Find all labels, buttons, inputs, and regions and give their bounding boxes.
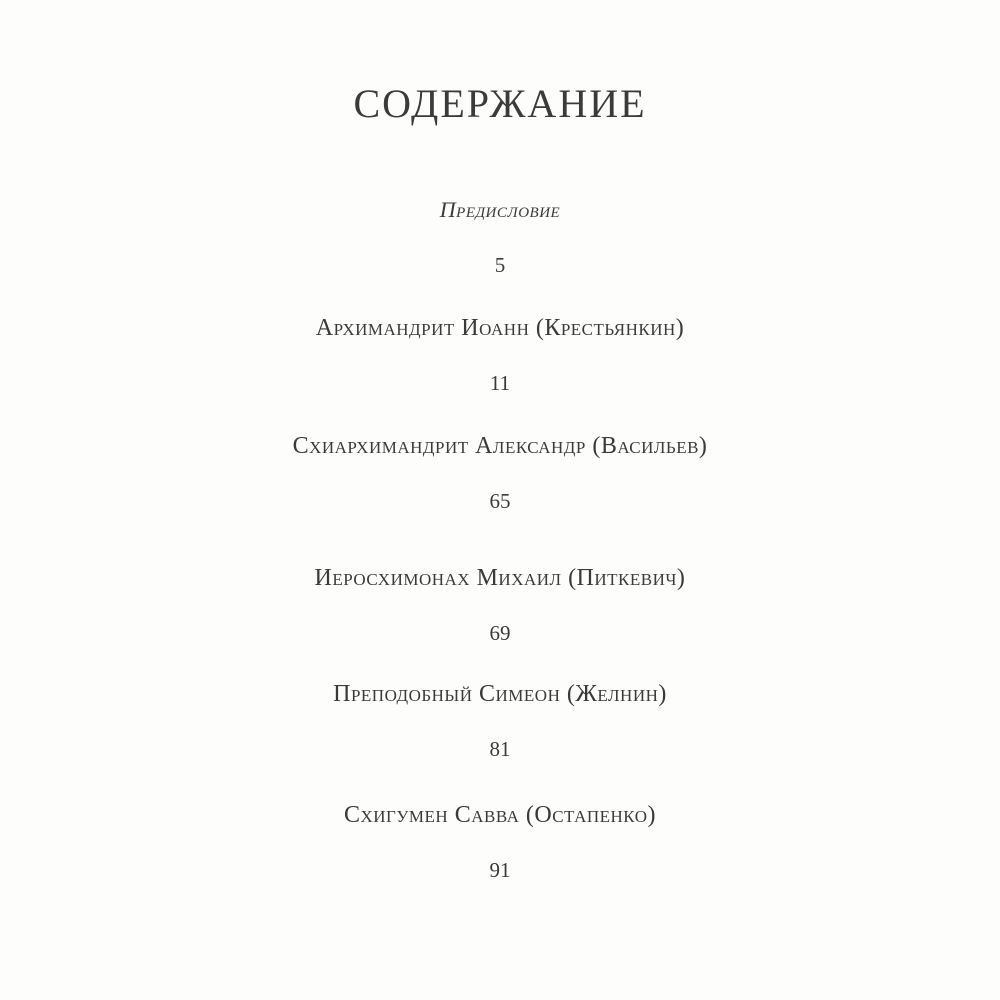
toc-entry-page: 91 [489, 858, 511, 882]
toc-entry-page: 11 [489, 371, 511, 395]
toc-entry [0, 313, 1000, 397]
toc-entry [0, 679, 1000, 763]
toc-entry [0, 800, 1000, 884]
toc-entry-title: Схиархимандрит Александр (Васильев) [292, 433, 708, 459]
toc-entry-page: 5 [494, 253, 506, 277]
page-title: СОДЕРЖАНИЕ [353, 81, 647, 126]
toc-entry-page: 65 [489, 489, 511, 513]
toc-entry [0, 563, 1000, 647]
toc-entry [0, 431, 1000, 515]
toc-entry [0, 195, 1000, 279]
toc-entry-page: 81 [489, 737, 511, 761]
toc-entry-title: Предисловие [439, 197, 561, 222]
toc-entry-title: Архимандрит Иоанн (Крестьянкин) [315, 315, 685, 341]
toc-entry-page: 69 [489, 621, 511, 645]
toc-entry-title: Преподобный Симеон (Желнин) [333, 681, 667, 707]
toc-entry-title: Схигумен Савва (Остапенко) [344, 802, 656, 828]
toc-entry-title: Иеросхимонах Михаил (Питкевич) [314, 565, 686, 591]
